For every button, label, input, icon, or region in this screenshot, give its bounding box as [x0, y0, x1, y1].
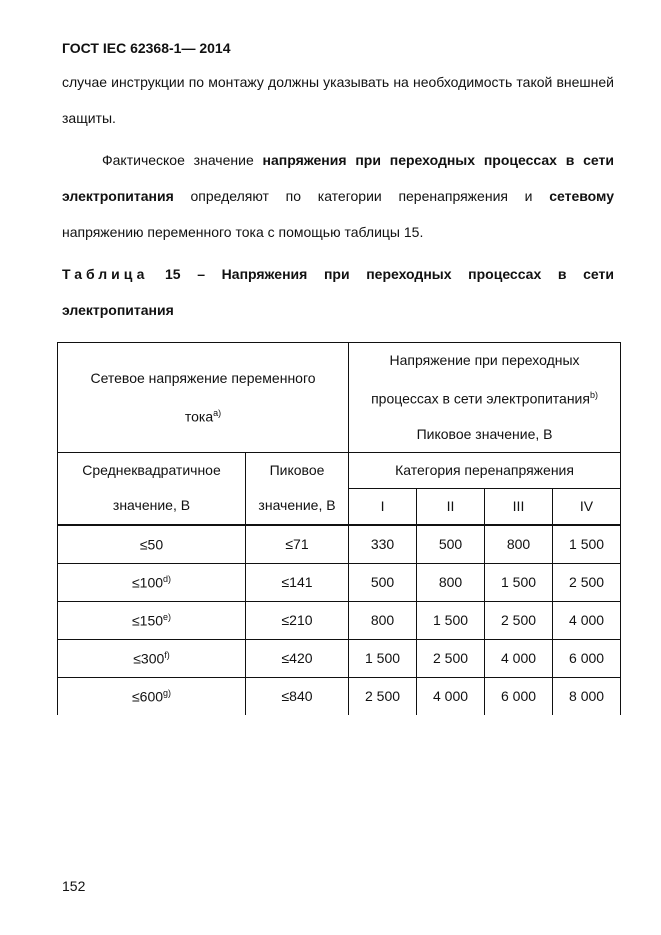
peak-cell: ≤210 — [246, 601, 349, 639]
value-cell: 500 — [349, 563, 417, 601]
head-left-footnote: a) — [213, 407, 222, 418]
document-header: ГОСТ IEC 62368-1— 2014 — [62, 40, 231, 56]
value-cell: 1 500 — [553, 525, 621, 564]
table-row — [58, 639, 621, 677]
peak-cell: ≤840 — [246, 677, 349, 715]
peak-cell: ≤141 — [246, 563, 349, 601]
value-cell: 1 500 — [485, 563, 553, 601]
value-cell: 1 500 — [417, 601, 485, 639]
p2-term-mains: сетевому — [549, 188, 614, 204]
head-transient-voltage: Напряжение при переходных процессах в сети электропитания$^{b)}$ Пиковое значение, В — [349, 343, 621, 453]
col-peak-head: Пиковое значение, В — [246, 452, 349, 525]
value-cell: 800 — [485, 525, 553, 564]
col-rms-head: Среднеквадратичное значение, В — [58, 452, 246, 525]
value-cell: 4 000 — [485, 639, 553, 677]
value-cell: 4 000 — [553, 601, 621, 639]
value-cell: 4 000 — [417, 677, 485, 715]
value-cell: 2 500 — [417, 639, 485, 677]
paragraph-2 — [62, 142, 614, 250]
page-number: 152 — [62, 878, 86, 894]
table-row — [58, 601, 621, 639]
value-cell: 2 500 — [349, 677, 417, 715]
rms-cell: $\le 600^{g)}$ — [58, 677, 246, 715]
category-ii: II — [417, 488, 485, 525]
transient-voltage-table — [57, 342, 621, 715]
value-cell: 1 500 — [349, 639, 417, 677]
value-cell: 6 000 — [553, 639, 621, 677]
paragraph-1: случае инструкции по монтажу должны указывать на необходимость такой внешней защиты. — [62, 74, 614, 126]
peak-cell: ≤420 — [246, 639, 349, 677]
value-cell: 8 000 — [553, 677, 621, 715]
value-cell: 2 500 — [485, 601, 553, 639]
value-cell: 800 — [349, 601, 417, 639]
table-row — [58, 563, 621, 601]
p2-text-e: напряжению переменного тока с помощью таблицы 15. — [62, 224, 424, 240]
table-caption — [62, 256, 614, 328]
caption-label: Таблица — [62, 266, 149, 282]
value-cell: 330 — [349, 525, 417, 564]
head-mains-voltage: Сетевое напряжение переменного тока$^{a)}$ — [58, 343, 349, 453]
rms-cell: ≤50 — [58, 525, 246, 564]
p2-text-c: определяют по категории перенапряжения и — [173, 188, 550, 204]
col-category-head: Категория перенапряжения — [349, 452, 621, 488]
category-i: I — [349, 488, 417, 525]
value-cell: 2 500 — [553, 563, 621, 601]
p2-term-voltage: напряжения при переходных процессах в сети электропитания — [62, 152, 614, 204]
rms-cell: $\le 100^{d)}$ — [58, 563, 246, 601]
head-peak-value: Пиковое значение, В — [416, 425, 553, 442]
head-right-footnote: b) — [589, 390, 598, 400]
table-row — [58, 677, 621, 715]
value-cell: 800 — [417, 563, 485, 601]
rms-cell: $\le 300^{f)}$ — [58, 639, 246, 677]
caption-text: 15 – Напряжения при переходных процессах в сети электропитания — [62, 266, 614, 318]
table-row — [58, 525, 621, 564]
value-cell: 500 — [417, 525, 485, 564]
p2-text-a: Фактическое значение — [102, 152, 263, 168]
rms-cell: $\le 150^{e)}$ — [58, 601, 246, 639]
category-iii: III — [485, 488, 553, 525]
category-iv: IV — [553, 488, 621, 525]
peak-cell: ≤71 — [246, 525, 349, 564]
value-cell: 6 000 — [485, 677, 553, 715]
